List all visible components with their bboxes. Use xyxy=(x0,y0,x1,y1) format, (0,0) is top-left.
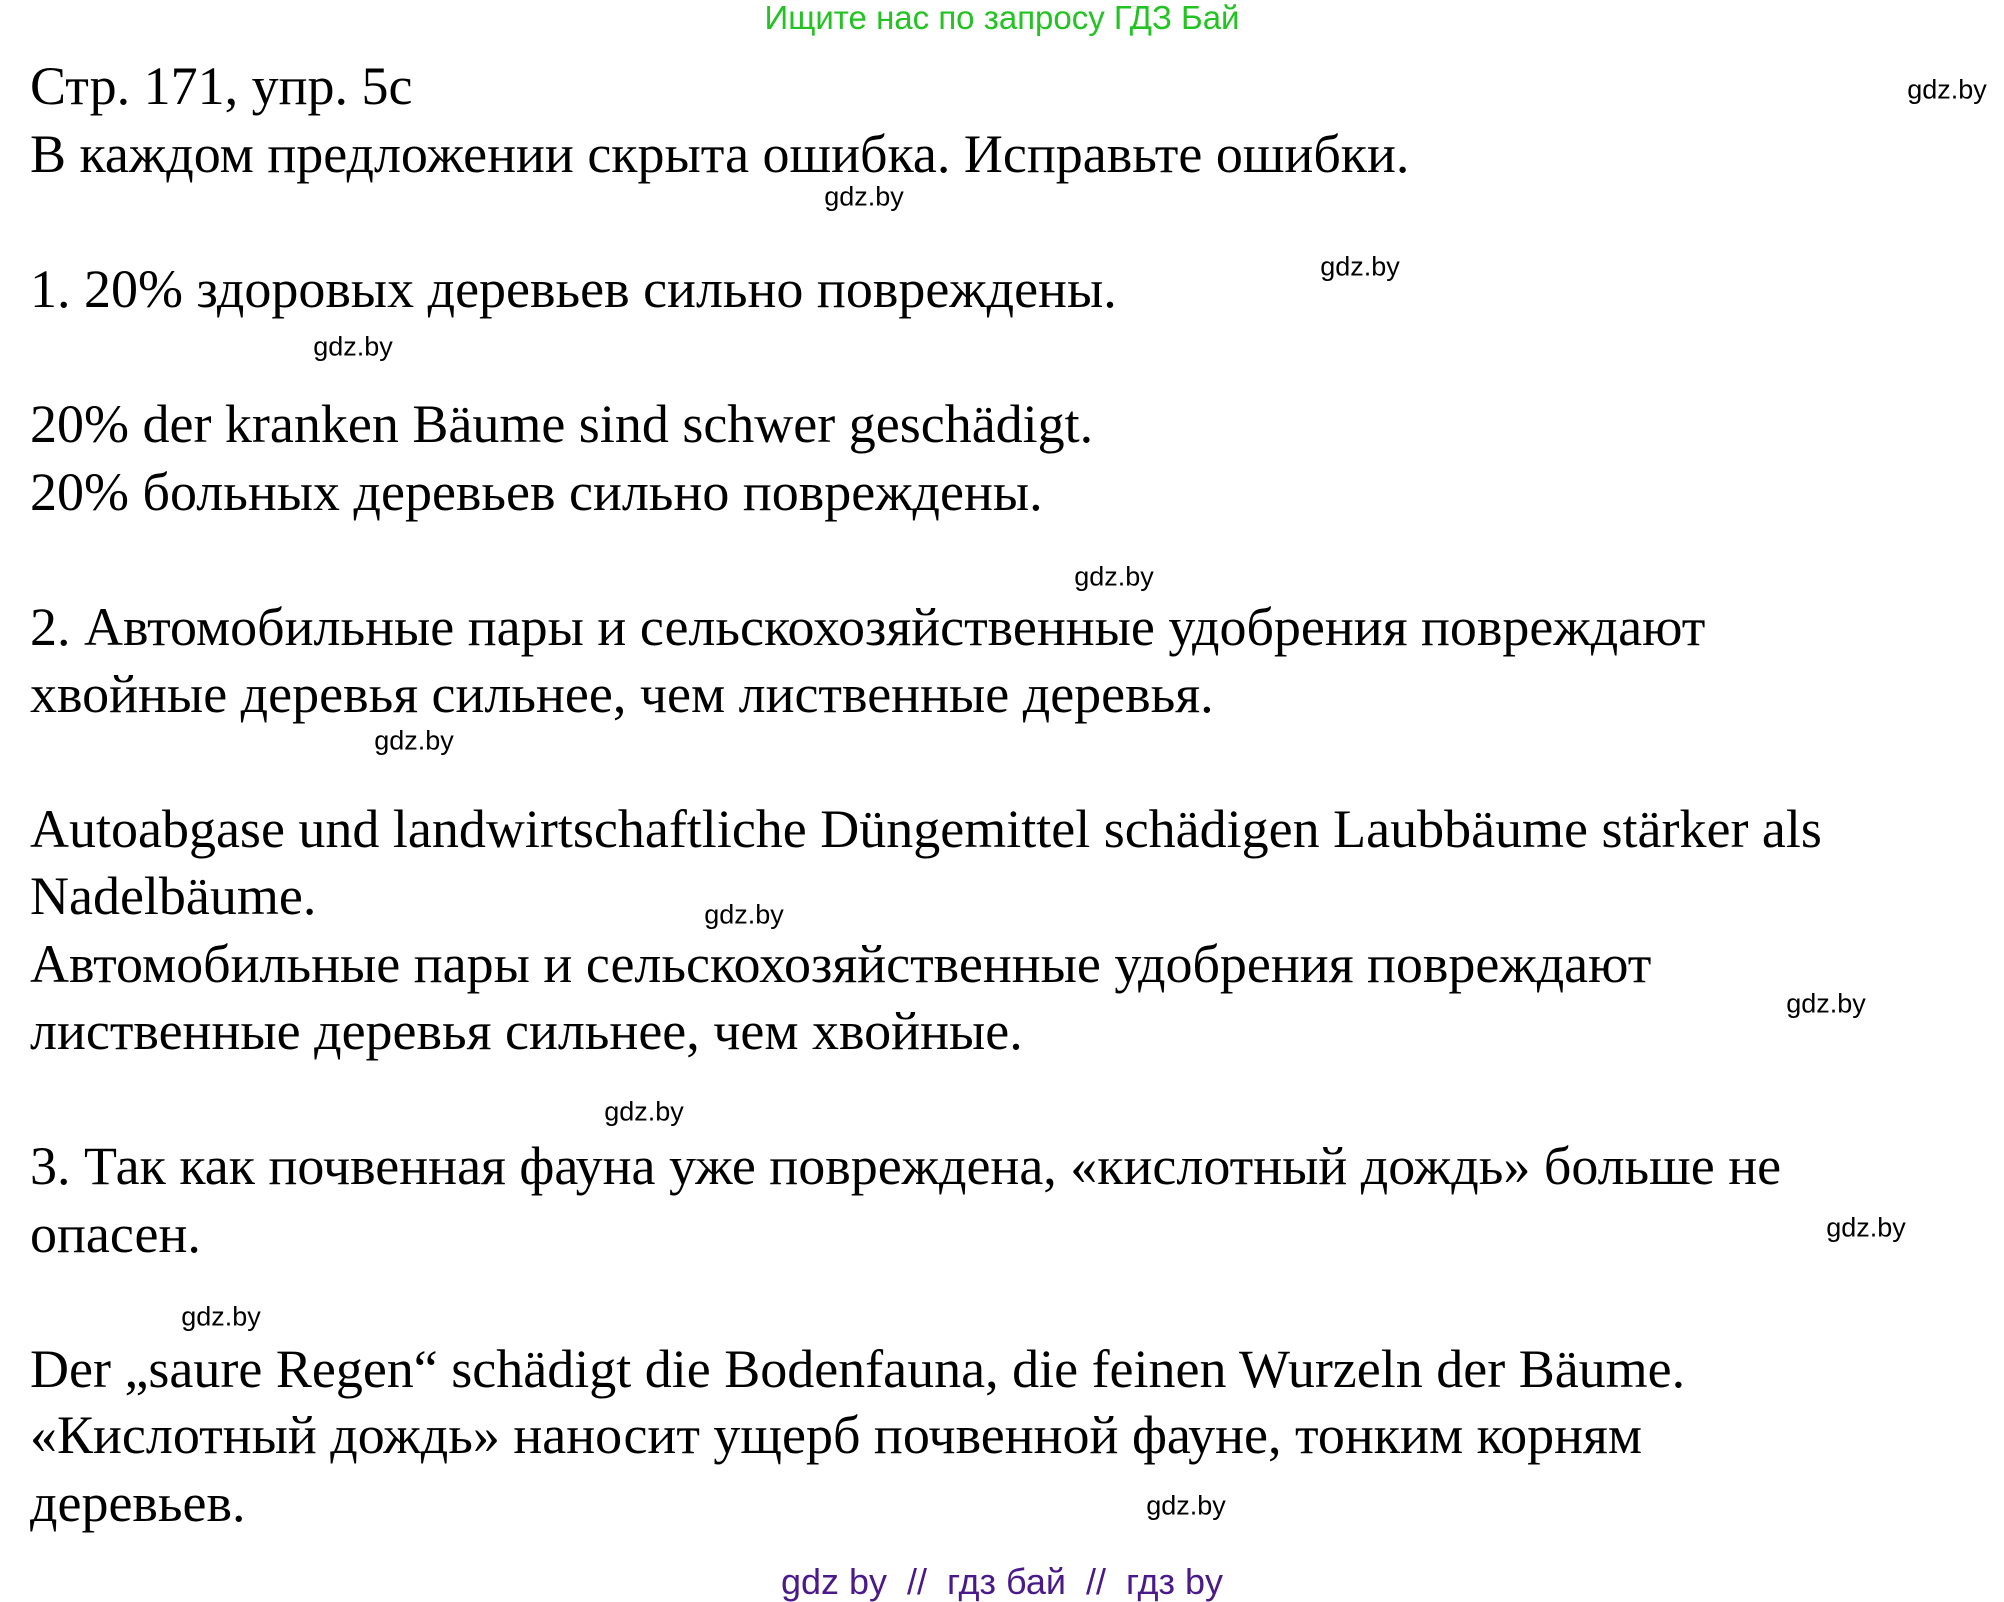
item-3-answer-line-2: деревьев. xyxy=(30,1473,246,1533)
item-1-german: 20% der kranken Bäume sind schwer geschädigt. xyxy=(30,394,1094,454)
watermark: gdz.by xyxy=(1074,561,1154,592)
watermark: gdz.by xyxy=(181,1301,261,1332)
watermark: gdz.by xyxy=(1826,1212,1906,1243)
item-2-german-line-1: Autoabgase und landwirtschaftliche Düngemittel schädigen Laubbäume stärker als xyxy=(30,799,1822,859)
item-2-german-line-2: Nadelbäume. xyxy=(30,866,317,926)
watermark: gdz.by xyxy=(704,899,784,930)
item-2-task-line-2: хвойные деревья сильнее, чем лиственные деревья. xyxy=(30,664,1214,724)
item-1-answer: 20% больных деревьев сильно повреждены. xyxy=(30,462,1043,522)
search-hint-banner: Ищите нас по запросу ГДЗ Бай xyxy=(764,0,1240,36)
watermark: gdz.by xyxy=(1786,988,1866,1019)
item-3-german: Der „saure Regen“ schädigt die Bodenfauna, die feinen Wurzeln der Bäume. xyxy=(30,1339,1686,1399)
item-2-answer-line-2: лиственные деревья сильнее, чем хвойные. xyxy=(30,1001,1023,1061)
item-2-task-line-1: 2. Автомобильные пары и сельскохозяйственные удобрения повреждают xyxy=(30,597,1706,657)
watermark: gdz.by xyxy=(1907,74,1987,105)
item-2-answer-line-1: Автомобильные пары и сельскохозяйственные удобрения повреждают xyxy=(30,934,1652,994)
footer-banner: gdz by // гдз бай // гдз by xyxy=(780,1561,1224,1602)
watermark: gdz.by xyxy=(1146,1490,1226,1521)
page-title: Стр. 171, упр. 5c xyxy=(30,56,413,116)
watermark: gdz.by xyxy=(374,725,454,756)
item-1-task: 1. 20% здоровых деревьев сильно повреждены. xyxy=(30,259,1117,319)
item-3-answer-line-1: «Кислотный дождь» наносит ущерб почвенной фауне, тонким корням xyxy=(30,1405,1643,1465)
watermark: gdz.by xyxy=(1320,251,1400,282)
item-3-task-line-1: 3. Так как почвенная фауна уже повреждена, «кислотный дождь» больше не xyxy=(30,1136,1782,1196)
watermark: gdz.by xyxy=(604,1096,684,1127)
item-3-task-line-2: опасен. xyxy=(30,1204,201,1264)
watermark: gdz.by xyxy=(824,181,904,212)
watermark: gdz.by xyxy=(313,331,393,362)
instruction: В каждом предложении скрыта ошибка. Исправьте ошибки. xyxy=(30,124,1410,184)
